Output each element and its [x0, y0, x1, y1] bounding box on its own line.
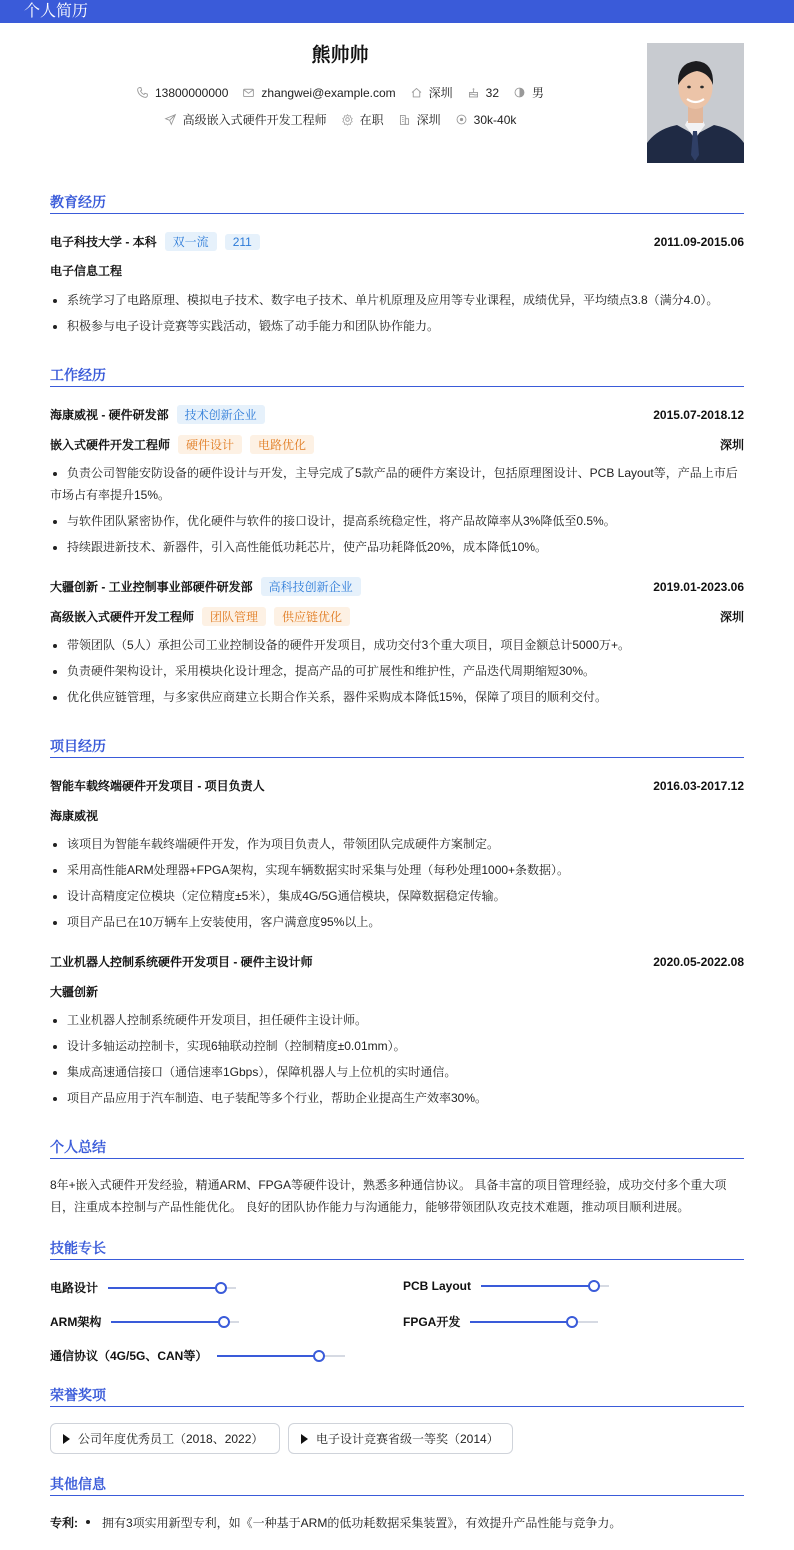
company-name: 大疆创新 - 工业控制事业部硬件研发部: [50, 580, 253, 594]
skills-section: [50, 1238, 744, 1368]
education-school-row: [50, 232, 744, 251]
education-section: [50, 192, 744, 342]
list-item: 项目产品已在10万辆车上安装使用，客户满意度95%以上。: [50, 911, 744, 933]
job-city: 深圳: [719, 438, 744, 452]
skill-level-bar: [481, 1285, 609, 1287]
summary-title: 个人总结: [50, 1137, 744, 1159]
skill-level-knob: [313, 1350, 325, 1362]
award-item[interactable]: [50, 1423, 280, 1454]
position-info: [164, 111, 327, 128]
company-name: 海康威视 - 硬件研发部: [50, 408, 169, 422]
work-section: [50, 365, 744, 715]
resume-title: 个人简历: [24, 3, 89, 20]
contact-row: [50, 84, 630, 101]
skill-item: [50, 1347, 345, 1364]
education-period: 2011.09-2015.06: [653, 234, 744, 249]
list-item: 带领团队（5人）承担公司工业控制设备的硬件开发项目，成功交付3个重大项目，项目金额总计5000万+。: [50, 634, 744, 656]
skill-name: FPGA开发: [403, 1315, 461, 1329]
patent-row: [50, 1514, 744, 1531]
expand-triangle-icon: [301, 1434, 308, 1444]
gender-icon: [513, 86, 526, 99]
job-period: 2019.01-2023.06: [653, 579, 744, 594]
role-tag: 硬件设计: [178, 435, 242, 454]
avatar-portrait-image: [647, 43, 744, 163]
company-tag: 技术创新企业: [177, 405, 265, 424]
list-item: 优化供应链管理，与多家供应商建立长期合作关系，器件采购成本降低15%，保障了项目的顺利交付。: [50, 686, 744, 708]
project-name: 工业机器人控制系统硬件开发项目 - 硬件主设计师: [50, 955, 313, 969]
email-text: zhangwei@example.com: [261, 85, 396, 100]
list-item: 该项目为智能车载终端硬件开发，作为项目负责人，带领团队完成硬件方案制定。: [50, 833, 744, 855]
major-name: 电子信息工程: [50, 264, 123, 278]
target-city-info: [398, 111, 441, 128]
skill-name: 电路设计: [50, 1281, 99, 1295]
project-org-row: [50, 807, 744, 824]
job-company-row: [50, 577, 744, 596]
job-role-row: [50, 607, 744, 626]
skill-level-bar: [470, 1321, 598, 1323]
mail-icon: [242, 86, 255, 99]
role-tag: 供应链优化: [274, 607, 350, 626]
job-role-row: [50, 435, 744, 454]
summary-section: [50, 1137, 744, 1222]
role-tag: 电路优化: [250, 435, 314, 454]
gender-text: 男: [532, 86, 545, 100]
summary-line: 8年+嵌入式硬件开发经验，精通ARM、FPGA等硬件设计，熟悉多种通信协议。 具备丰富的项目管理经验，成功交付多个重大项: [50, 1178, 727, 1192]
project-period: 2016.03-2017.12: [653, 778, 744, 793]
patent-text: 拥有3项实用新型专利，如《一种基于ARM的低功耗数据采集装置》，有效提升产品性能与竞争力。: [102, 1516, 622, 1530]
patent-label: 专利:: [50, 1516, 78, 1530]
profile-photo: [647, 43, 744, 163]
job-period: 2015.07-2018.12: [653, 407, 744, 422]
project-name-row: [50, 777, 744, 794]
list-item: 工业机器人控制系统硬件开发项目，担任硬件主设计师。: [50, 1009, 744, 1031]
list-item: 设计多轴运动控制卡，实现6轴联动控制（控制精度±0.01mm）。: [50, 1035, 744, 1057]
gear-icon: [341, 113, 354, 126]
age-info: [467, 86, 499, 100]
phone-info: [136, 86, 228, 100]
list-item: 设计高精度定位模块（定位精度±5米），集成4G/5G通信模块，保障数据稳定传输。: [50, 885, 744, 907]
building-icon: [398, 113, 411, 126]
expand-triangle-icon: [63, 1434, 70, 1444]
status-info: [341, 111, 384, 128]
skill-level-bar: [217, 1355, 345, 1357]
list-item: 系统学习了电路原理、模拟电子技术、数字电子技术、单片机原理及应用等专业课程，成绩优异，平均绩点3.8（满分4.0）。: [50, 289, 744, 311]
status-text: 在职: [359, 113, 384, 127]
other-title: 其他信息: [50, 1474, 744, 1496]
list-item: 与软件团队紧密协作，优化硬件与软件的接口设计，提高系统稳定性，将产品故障率从3%降低至0.5%。: [50, 510, 744, 532]
patent-item: [84, 1514, 621, 1531]
projects-title: 项目经历: [50, 736, 744, 758]
position-text: 高级嵌入式硬件开发工程师: [182, 113, 327, 127]
bullet-dot: [86, 1520, 90, 1524]
school-name: 电子科技大学 - 本科: [50, 235, 157, 249]
project-org-row: [50, 983, 744, 1000]
skill-item: [50, 1313, 239, 1330]
resume-top-bar: [0, 0, 794, 23]
gender-info: [513, 84, 544, 101]
phone-icon: [136, 86, 149, 99]
cake-icon: [467, 86, 480, 99]
project-name: 智能车载终端硬件开发项目 - 项目负责人: [50, 779, 265, 793]
list-item: 负责公司智能安防设备的硬件设计与开发，主导完成了5款产品的硬件方案设计，包括原理图设计、PCB Layout等，产品上市后: [50, 462, 744, 484]
send-icon: [164, 113, 177, 126]
awards-section: [50, 1385, 744, 1457]
job-city: 深圳: [719, 610, 744, 624]
list-item: 负责硬件架构设计，采用模块化设计理念，提高产品的可扩展性和维护性，产品迭代周期缩短30%。: [50, 660, 744, 682]
projects-section: [50, 736, 744, 1116]
school-tag: 双一流: [165, 232, 217, 251]
candidate-name: 熊帅帅: [311, 45, 369, 66]
skill-level-knob: [588, 1280, 600, 1292]
list-item: 采用高性能ARM处理器+FPGA架构，实现车辆数据实时采集与处理（每秒处理1000+条数据）。: [50, 859, 744, 881]
home-icon: [410, 86, 423, 99]
skill-level-bar: [108, 1287, 236, 1289]
award-text: 电子设计竞赛省级一等奖（2014）: [316, 1432, 499, 1446]
list-item: 积极参与电子设计竞赛等实践活动，锻炼了动手能力和团队协作能力。: [50, 315, 744, 337]
project-org: 海康威视: [50, 809, 99, 823]
role-name: 嵌入式硬件开发工程师: [50, 438, 171, 452]
skill-item: [50, 1279, 236, 1296]
job-company-row: [50, 405, 744, 424]
education-title: 教育经历: [50, 192, 744, 214]
list-item-continuation: 市场占有率提升15%。: [50, 488, 171, 502]
work-title: 工作经历: [50, 365, 744, 387]
profile-header: [50, 40, 744, 165]
target-city-text: 深圳: [416, 113, 441, 127]
education-major-row: [50, 262, 744, 279]
skill-level-knob: [215, 1282, 227, 1294]
skill-level-knob: [566, 1316, 578, 1328]
skills-title: 技能专长: [50, 1238, 744, 1260]
skill-item: [403, 1279, 609, 1293]
skill-name: ARM架构: [50, 1315, 102, 1329]
summary-line: 目，注重成本控制与产品性能优化。 良好的团队协作能力与沟通能力，能够带领团队攻克技术难题，推动项目顺利进展。: [50, 1200, 690, 1214]
project-period: 2020.05-2022.08: [653, 954, 744, 969]
role-tag: 团队管理: [202, 607, 266, 626]
salary-text: 30k-40k: [473, 112, 517, 127]
target-icon: [455, 113, 468, 126]
company-tag: 高科技创新企业: [261, 577, 361, 596]
project-org: 大疆创新: [50, 985, 99, 999]
project-name-row: [50, 953, 744, 970]
email-info: [242, 86, 395, 100]
award-item[interactable]: [288, 1423, 513, 1454]
salary-info: [455, 113, 517, 127]
job-intent-row: [50, 111, 630, 128]
other-section: [50, 1474, 744, 1534]
awards-title: 荣誉奖项: [50, 1385, 744, 1407]
skill-name: PCB Layout: [403, 1279, 472, 1293]
list-item: 集成高速通信接口（通信速率1Gbps），保障机器人与上位机的实时通信。: [50, 1061, 744, 1083]
phone-text: 13800000000: [154, 85, 229, 100]
skill-level-knob: [218, 1316, 230, 1328]
age-text: 32: [485, 85, 500, 100]
award-text: 公司年度优秀员工（2018、2022）: [78, 1432, 264, 1446]
skill-level-bar: [111, 1321, 239, 1323]
list-item: 持续跟进新技术、新器件，引入高性能低功耗芯片，使产品功耗降低20%，成本降低10%。: [50, 536, 744, 558]
city-info: [410, 84, 453, 101]
role-name: 高级嵌入式硬件开发工程师: [50, 610, 195, 624]
skill-name: 通信协议（4G/5G、CAN等）: [50, 1349, 208, 1363]
list-item: 项目产品应用于汽车制造、电子装配等多个行业，帮助企业提高生产效率30%。: [50, 1087, 744, 1109]
school-tag: 211: [225, 234, 260, 250]
skill-item: [403, 1313, 598, 1330]
city-text: 深圳: [428, 86, 453, 100]
